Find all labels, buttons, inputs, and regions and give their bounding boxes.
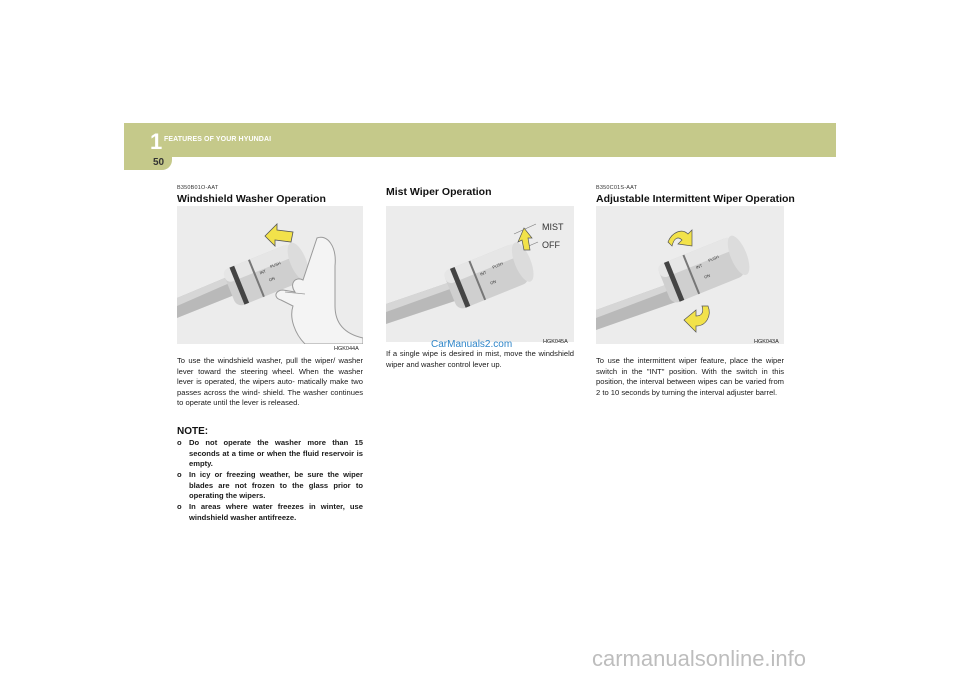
- switch-label-int: INT: [258, 268, 267, 276]
- note-bullet-3: o: [177, 502, 182, 511]
- section-title: Mist Wiper Operation: [386, 186, 492, 198]
- off-label: OFF: [542, 240, 560, 250]
- mist-label: MIST: [542, 222, 564, 232]
- section-code: B350C01S-AAT: [596, 185, 638, 191]
- wiper-lever-illustration: [386, 206, 574, 342]
- note-item-3: In areas where water freezes in winter, use windshield washer antifreeze.: [189, 502, 363, 522]
- mist-body-text: If a single wipe is desired in mist, move the windshield wiper and washer control lever up.: [386, 349, 574, 369]
- washer-lever-figure: [177, 206, 363, 344]
- page-number-tab: [124, 157, 172, 170]
- note-item-1: Do not operate the washer more than 15 seconds at a time or when the fluid reservoir is empty.: [189, 438, 363, 469]
- interval-body-text: To use the intermittent wiper feature, place the wiper switch in the "INT" position. With the switch in this position, the interval between wipes can be varied from 2 to 10 seconds by turning the interval adjuster barrel.: [596, 356, 784, 397]
- interval-barrel-figure: [596, 206, 784, 344]
- pull-arrow-icon: [265, 224, 293, 246]
- wiper-lever-illustration: [177, 206, 363, 344]
- switch-label-int: INT: [695, 262, 704, 270]
- chapter-title: FEATURES OF YOUR HYUNDAI: [164, 136, 272, 143]
- note-title: NOTE:: [177, 426, 209, 437]
- section-title: Adjustable Intermittent Wiper Operation: [596, 193, 795, 205]
- figure-id: HGK043A: [754, 339, 779, 345]
- rotate-down-arrow-icon: [684, 306, 709, 332]
- switch-label-int: INT: [479, 269, 488, 277]
- wiper-lever-illustration: [596, 206, 784, 344]
- switch-label-on: ON: [489, 278, 497, 286]
- note-bullet-2: o: [177, 470, 182, 479]
- footer-watermark: carmanualsonline.info: [592, 646, 807, 671]
- section-title: Windshield Washer Operation: [177, 193, 326, 205]
- washer-body-text: To use the windshield washer, pull the wiper/ washer lever toward the steering wheel. When the washer lever is operated, the wipers auto- matically make two passes across the wind- shield. The washer continues to operate until the lever is released.: [177, 356, 363, 408]
- note-bullet-1: o: [177, 438, 182, 447]
- switch-label-push: PUSH: [491, 260, 504, 270]
- watermark-link[interactable]: CarManuals2.com: [431, 339, 513, 350]
- switch-label-push: PUSH: [269, 260, 282, 270]
- switch-label-push: PUSH: [707, 254, 720, 263]
- switch-label-on: ON: [268, 275, 276, 283]
- rotate-up-arrow-icon: [668, 230, 692, 246]
- note-item-2: In icy or freezing weather, be sure the wiper blades are not frozen to the glass prior to operating the wipers.: [189, 470, 363, 501]
- mist-lever-figure: [386, 206, 574, 342]
- switch-label-on: ON: [703, 272, 711, 280]
- chapter-number: 1: [150, 129, 163, 154]
- section-code: B350B01O-AAT: [177, 185, 219, 191]
- figure-id: HGK045A: [543, 339, 568, 345]
- figure-id: HGK044A: [334, 346, 359, 352]
- page-number: 50: [153, 157, 165, 168]
